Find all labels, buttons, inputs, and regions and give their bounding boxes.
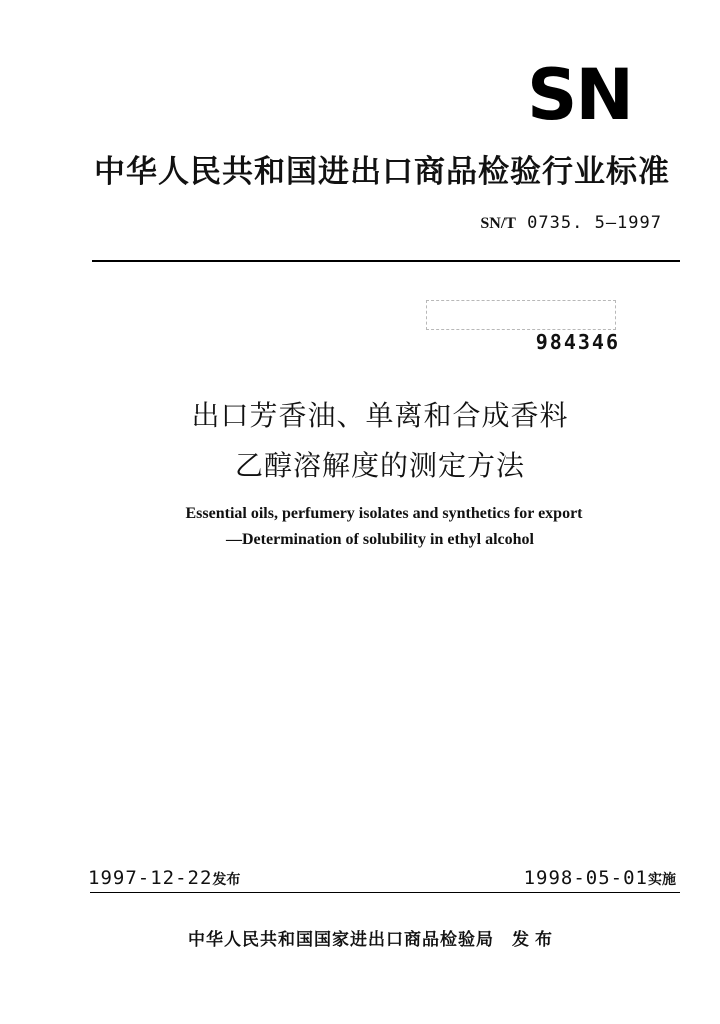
issue-date-block xyxy=(88,867,240,889)
publisher-line xyxy=(188,925,558,950)
header-divider xyxy=(92,260,680,262)
english-title-line-2: —Determination of solubility in ethyl alcohol xyxy=(226,531,534,548)
standard-prefix: SN/T xyxy=(480,215,516,232)
english-title-line-1: Essential oils, perfumery isolates and synthetics for export xyxy=(185,505,583,522)
standard-code xyxy=(480,213,662,233)
implementation-date-block xyxy=(524,867,676,889)
footer-divider xyxy=(90,892,680,893)
sn-logo: SN xyxy=(527,54,632,136)
serial-number: 984346 xyxy=(535,330,620,354)
implementation-date: 1998-05-01 xyxy=(523,867,648,889)
chinese-title-line-1: 出口芳香油、单离和合成香料 xyxy=(191,399,569,432)
organization-title: 中华人民共和国进出口商品检验行业标准 xyxy=(94,154,670,190)
issue-label: 发布 xyxy=(212,872,241,888)
issue-date: 1997-12-22 xyxy=(88,867,213,889)
library-stamp xyxy=(426,300,616,330)
implementation-label: 实施 xyxy=(648,872,676,888)
publisher-action: 发布 xyxy=(512,930,558,950)
chinese-title-line-2: 乙醇溶解度的测定方法 xyxy=(234,449,525,482)
standard-number: 0735. 5—1997 xyxy=(515,213,662,233)
publisher-name: 中华人民共和国国家进出口商品检验局 xyxy=(188,930,494,950)
